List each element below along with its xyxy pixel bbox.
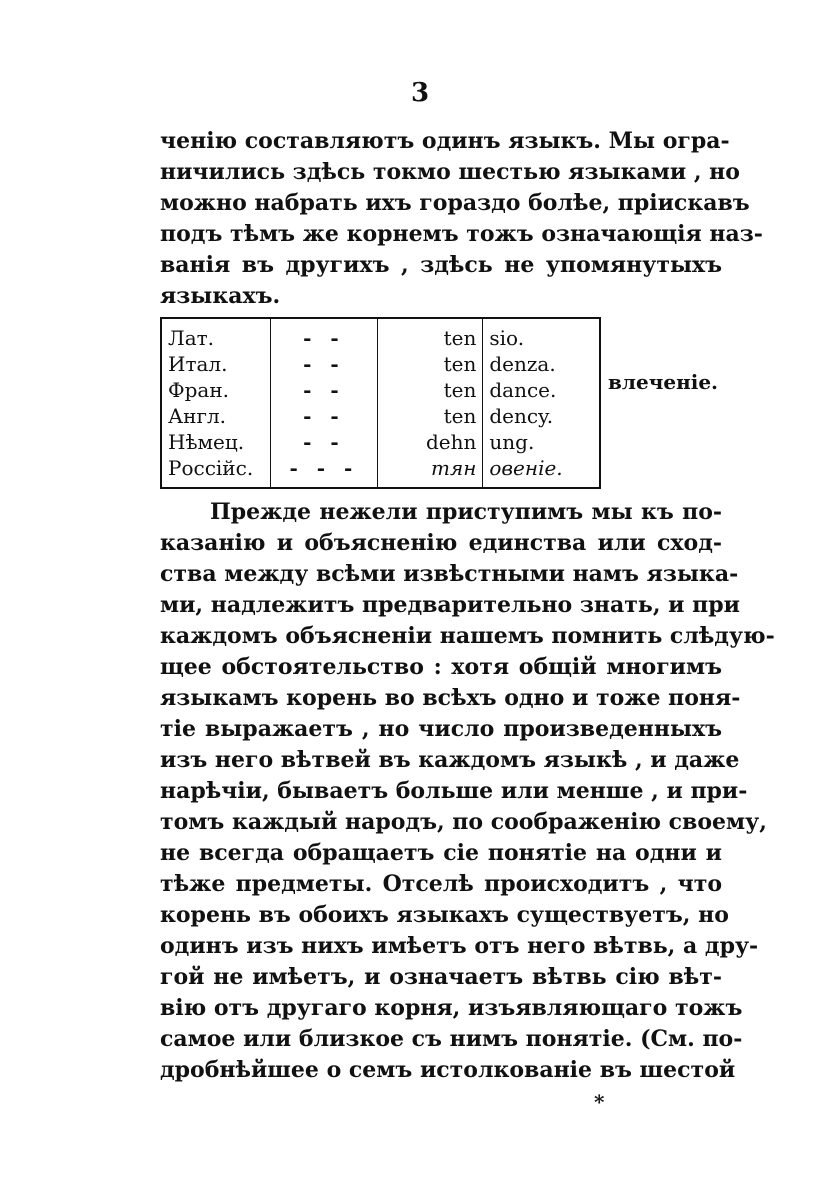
suffix-form: ung. <box>483 429 600 455</box>
table-row <box>161 455 600 488</box>
root-form: ten <box>378 318 483 351</box>
text-line: вію отъ другаго корня, изъявляющаго тожъ <box>160 995 743 1021</box>
language-name: Фран. <box>161 377 270 403</box>
text-line: ничились здѣсь токмо шестью языками , но <box>160 159 740 185</box>
text-line: одинъ изъ нихъ имѣетъ отъ него вѣтвь, а дру- <box>160 933 759 959</box>
text-line: не всегда обращаетъ сіе понятіе на одни и <box>160 840 722 866</box>
footnote-asterisk: * <box>594 1090 605 1114</box>
language-name: Лат. <box>161 318 270 351</box>
text-line: тіе выражаетъ , но число произведенныхъ <box>160 716 722 742</box>
ditto-dashes: - - <box>270 351 378 377</box>
suffix-form: dency. <box>483 403 600 429</box>
table-row <box>161 403 600 429</box>
text-line: ченію составляютъ одинъ языкъ. Мы огра- <box>160 128 730 154</box>
root-form: ten <box>378 377 483 403</box>
text-line: гой не имѣетъ, и означаетъ вѣтвь сію вѣт- <box>160 964 722 990</box>
text-line: каждомъ объясненіи нашемъ помнить слѣдую- <box>160 623 775 649</box>
ditto-dashes: - - <box>270 429 378 455</box>
root-form: тян <box>378 455 483 488</box>
text-line: подъ тѣмъ же корнемъ тожъ означающія наз- <box>160 221 763 247</box>
ditto-dashes: - - - <box>270 455 378 488</box>
table-row <box>161 318 600 351</box>
language-name: Нѣмец. <box>161 429 270 455</box>
suffix-form: sio. <box>483 318 600 351</box>
text-line: ванія въ другихъ , здѣсь не упомянутыхъ <box>160 252 722 278</box>
text-line: нарѣчіи, бываетъ больше или менше , и при- <box>160 778 748 804</box>
text-line: языкамъ корень во всѣхъ одно и тоже поня- <box>160 685 741 711</box>
text-line: казанію и объясненію единства или сход- <box>160 530 722 556</box>
root-form: ten <box>378 351 483 377</box>
table-row <box>161 351 600 377</box>
text-line: Прежде нежели приступимъ мы къ по- <box>210 499 722 525</box>
suffix-form: овеніе. <box>483 455 600 488</box>
language-comparison-table <box>160 317 601 489</box>
ditto-dashes: - - <box>270 403 378 429</box>
text-line: томъ каждый народъ, по соображенію своему, <box>160 809 767 835</box>
text-line: ства между всѣми извѣстными намъ языка- <box>160 561 739 587</box>
table-row <box>161 377 600 403</box>
text-line: языкахъ. <box>160 283 281 309</box>
language-name: Россійс. <box>161 455 270 488</box>
text-line: можно набрать ихъ гораздо болѣе, пріискавъ <box>160 190 750 216</box>
root-form: dehn <box>378 429 483 455</box>
text-line: самое или близкое съ нимъ понятіе. (См. по- <box>160 1026 743 1052</box>
suffix-form: dance. <box>483 377 600 403</box>
text-line: изъ него вѣтвей въ каждомъ языкѣ , и даже <box>160 747 740 773</box>
text-line: дробнѣйшее о семъ истолкованіе въ шестой <box>160 1057 736 1083</box>
root-form: ten <box>378 403 483 429</box>
table-gloss: влеченіе. <box>608 370 719 394</box>
text-line: щее обстоятельство : хотя общій многимъ <box>160 654 722 680</box>
page-number: 3 <box>410 78 430 108</box>
ditto-dashes: - - <box>270 318 378 351</box>
text-line: тѣже предметы. Отселѣ происходитъ , что <box>160 871 722 897</box>
language-name: Англ. <box>161 403 270 429</box>
text-line: ми, надлежитъ предварительно знать, и при <box>160 592 740 618</box>
language-name: Итал. <box>161 351 270 377</box>
text-line: корень въ обоихъ языкахъ существуетъ, но <box>160 902 729 928</box>
ditto-dashes: - - <box>270 377 378 403</box>
table-row <box>161 429 600 455</box>
suffix-form: denza. <box>483 351 600 377</box>
